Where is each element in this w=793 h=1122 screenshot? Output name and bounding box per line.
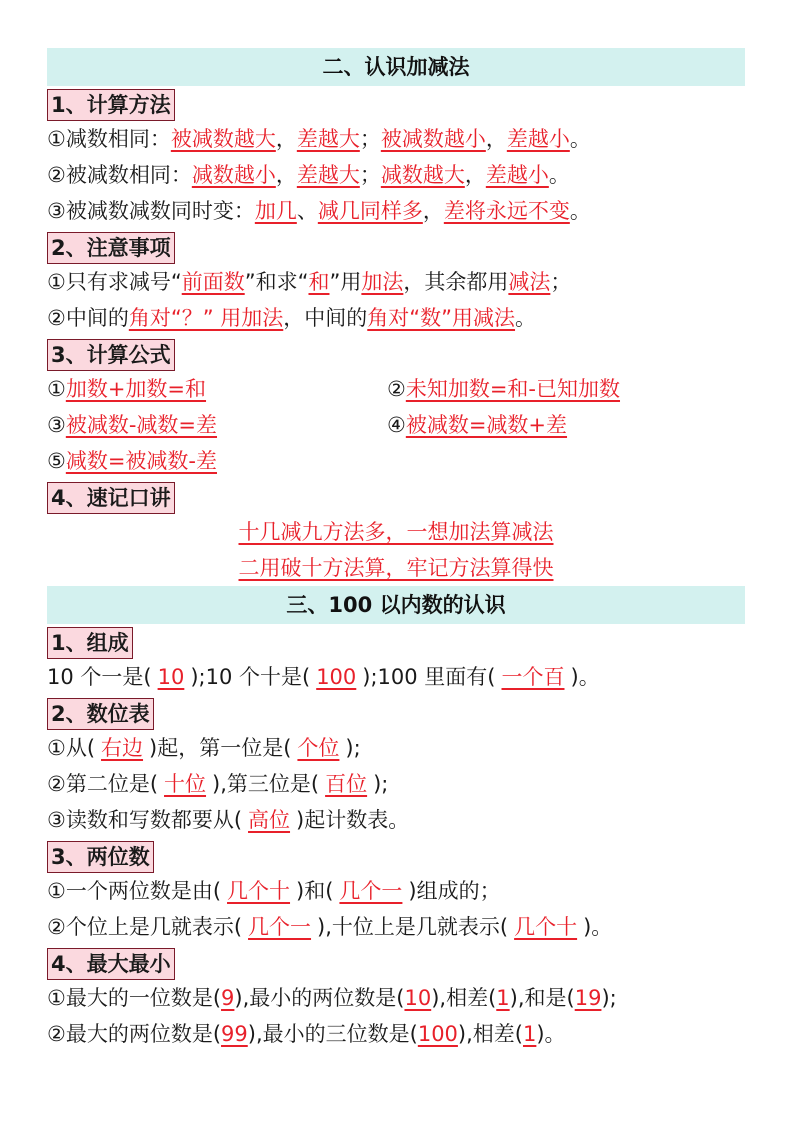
section-banner-addition-subtraction: 二、认识加减法 [47,48,745,86]
item-number: ① [47,377,66,401]
answer-blank: 10 [404,986,432,1010]
question-text: ),相差( [457,1022,523,1046]
answer-text: 差越小 [485,163,549,187]
two-digit-line-1 [47,873,745,909]
question-text: ),最小的三位数是( [247,1022,418,1046]
max-min-line-2 [47,1016,745,1052]
place-line-3 [47,802,745,838]
answer-blank: 100 [316,665,357,689]
answer-blank: 1 [496,986,510,1010]
answer-text: 前面数 [181,270,245,294]
heading-max-min: 4、最大最小 [47,948,175,980]
rule-text: ③被减数减数同时变： [47,199,255,223]
answer-blank: 10 [157,665,185,689]
rule-line-1 [47,121,745,157]
max-min-line-1 [47,980,745,1016]
worksheet-page [47,48,745,1052]
formula-2 [387,371,620,407]
question-text: )组成的； [408,879,501,903]
answer-text: 和 [308,270,330,294]
rule-text: ，其余都用 [403,270,509,294]
answer-blank: 9 [221,986,235,1010]
formula-row-3 [47,443,745,479]
answer-blank: 1 [522,1022,537,1046]
answer-text: 被减数越小 [380,127,486,151]
question-text: ); [345,736,361,760]
answer-text: 角对“？” 用加法 [128,306,284,330]
punct: ； [550,270,572,294]
formula-text: 未知加数=和-已知加数 [405,377,621,401]
punct: ， [275,163,297,187]
question-text: );10 个十是( [190,665,311,689]
formula-row-2 [47,407,745,443]
answer-blank: 100 [417,1022,458,1046]
formula-text: 加数+加数=和 [65,377,207,401]
item-number: ② [387,377,406,401]
question-text: ②第二位是( [47,772,159,796]
formula-text: 被减数-减数=差 [65,413,218,437]
question-text: ),相差( [431,986,497,1010]
place-line-2 [47,766,745,802]
punct: 。 [569,199,591,223]
answer-text: 减法 [508,270,551,294]
question-text: ),最小的两位数是( [234,986,405,1010]
heading-mnemonic: 4、速记口讲 [47,482,175,514]
punct: ； [359,127,381,151]
question-text: )。 [536,1022,566,1046]
question-text: )和( [296,879,334,903]
mnemonic-text: 十几减九方法多，一想加法算减法 [238,520,554,544]
formula-4 [387,407,567,443]
answer-blank: 十位 [164,772,207,796]
answer-text: 差越大 [296,127,360,151]
rule-text: ①减数相同： [47,127,171,151]
punct: ， [464,163,486,187]
answer-blank: 百位 [325,772,368,796]
item-number: ③ [47,413,66,437]
punct: 。 [515,306,537,330]
question-text: 10 个一是( [47,665,152,689]
place-line-1 [47,730,745,766]
punct: ， [485,127,507,151]
formula-row-1 [47,371,745,407]
answer-text: 加几 [254,199,297,223]
question-text: )。 [570,665,600,689]
mnemonic-line-1 [47,514,745,550]
answer-blank: 右边 [101,736,144,760]
answer-blank: 几个一 [339,879,403,903]
question-text: )起，第一位是( [149,736,292,760]
section-banner-numbers-within-100: 三、100 以内数的认识 [47,586,745,624]
question-text: ②最大的两位数是( [47,1022,222,1046]
answer-blank: 几个一 [248,915,312,939]
punct: 。 [569,127,591,151]
question-text: ①一个两位数是由( [47,879,222,903]
answer-text: 差越大 [296,163,360,187]
punct: ， [275,127,297,151]
punct: ， [422,199,444,223]
question-text: ②个位上是几就表示( [47,915,243,939]
formula-text: 被减数=减数+差 [405,413,568,437]
rule-text: ①只有求减号“ [47,270,182,294]
question-text: ),十位上是几就表示( [317,915,509,939]
answer-text: 减数越大 [380,163,465,187]
item-number: ⑤ [47,449,66,473]
answer-blank: 几个十 [514,915,578,939]
composition-line [47,659,745,695]
answer-text: 加法 [361,270,404,294]
answer-blank: 19 [574,986,602,1010]
heading-calculation-methods: 1、计算方法 [47,89,175,121]
rule-line-3 [47,193,745,229]
rule-text: ”用 [329,270,362,294]
answer-text: 差将永远不变 [443,199,570,223]
punct: ； [359,163,381,187]
note-line-1 [47,264,745,300]
answer-text: 被减数越大 [170,127,276,151]
answer-text: 差越小 [506,127,570,151]
question-text: )起计数表。 [296,808,410,832]
question-text: ),和是( [509,986,575,1010]
punct: 、 [296,199,318,223]
answer-text: 角对“数”用减法 [367,306,516,330]
answer-text: 减几同样多 [317,199,423,223]
rule-text: ”和求“ [244,270,309,294]
question-text: ); [373,772,389,796]
punct: 。 [548,163,570,187]
heading-two-digit-numbers: 3、两位数 [47,841,154,873]
rule-text: ②中间的 [47,306,129,330]
heading-composition: 1、组成 [47,627,133,659]
rule-text: ②被减数相同： [47,163,192,187]
answer-blank: 一个百 [501,665,565,689]
heading-notes: 2、注意事项 [47,232,175,264]
heading-formulas: 3、计算公式 [47,339,175,371]
heading-place-value-table: 2、数位表 [47,698,154,730]
question-text: )。 [583,915,613,939]
answer-blank: 个位 [297,736,340,760]
question-text: ①最大的一位数是( [47,986,222,1010]
note-line-2 [47,300,745,336]
rule-text: ，中间的 [283,306,368,330]
rule-line-2 [47,157,745,193]
formula-3 [47,407,387,443]
answer-blank: 99 [221,1022,248,1046]
question-text: ①从( [47,736,96,760]
formula-text: 减数=被减数-差 [65,449,218,473]
question-text: );100 里面有( [362,665,496,689]
mnemonic-text: 二用破十方法算，牢记方法算得快 [238,556,554,580]
answer-blank: 几个十 [227,879,291,903]
question-text: ); [601,986,617,1010]
question-text: ③读数和写数都要从( [47,808,243,832]
item-number: ④ [387,413,406,437]
answer-blank: 高位 [248,808,291,832]
two-digit-line-2 [47,909,745,945]
answer-text: 减数越小 [191,163,276,187]
question-text: ),第三位是( [212,772,320,796]
formula-1 [47,371,387,407]
mnemonic-line-2 [47,550,745,586]
